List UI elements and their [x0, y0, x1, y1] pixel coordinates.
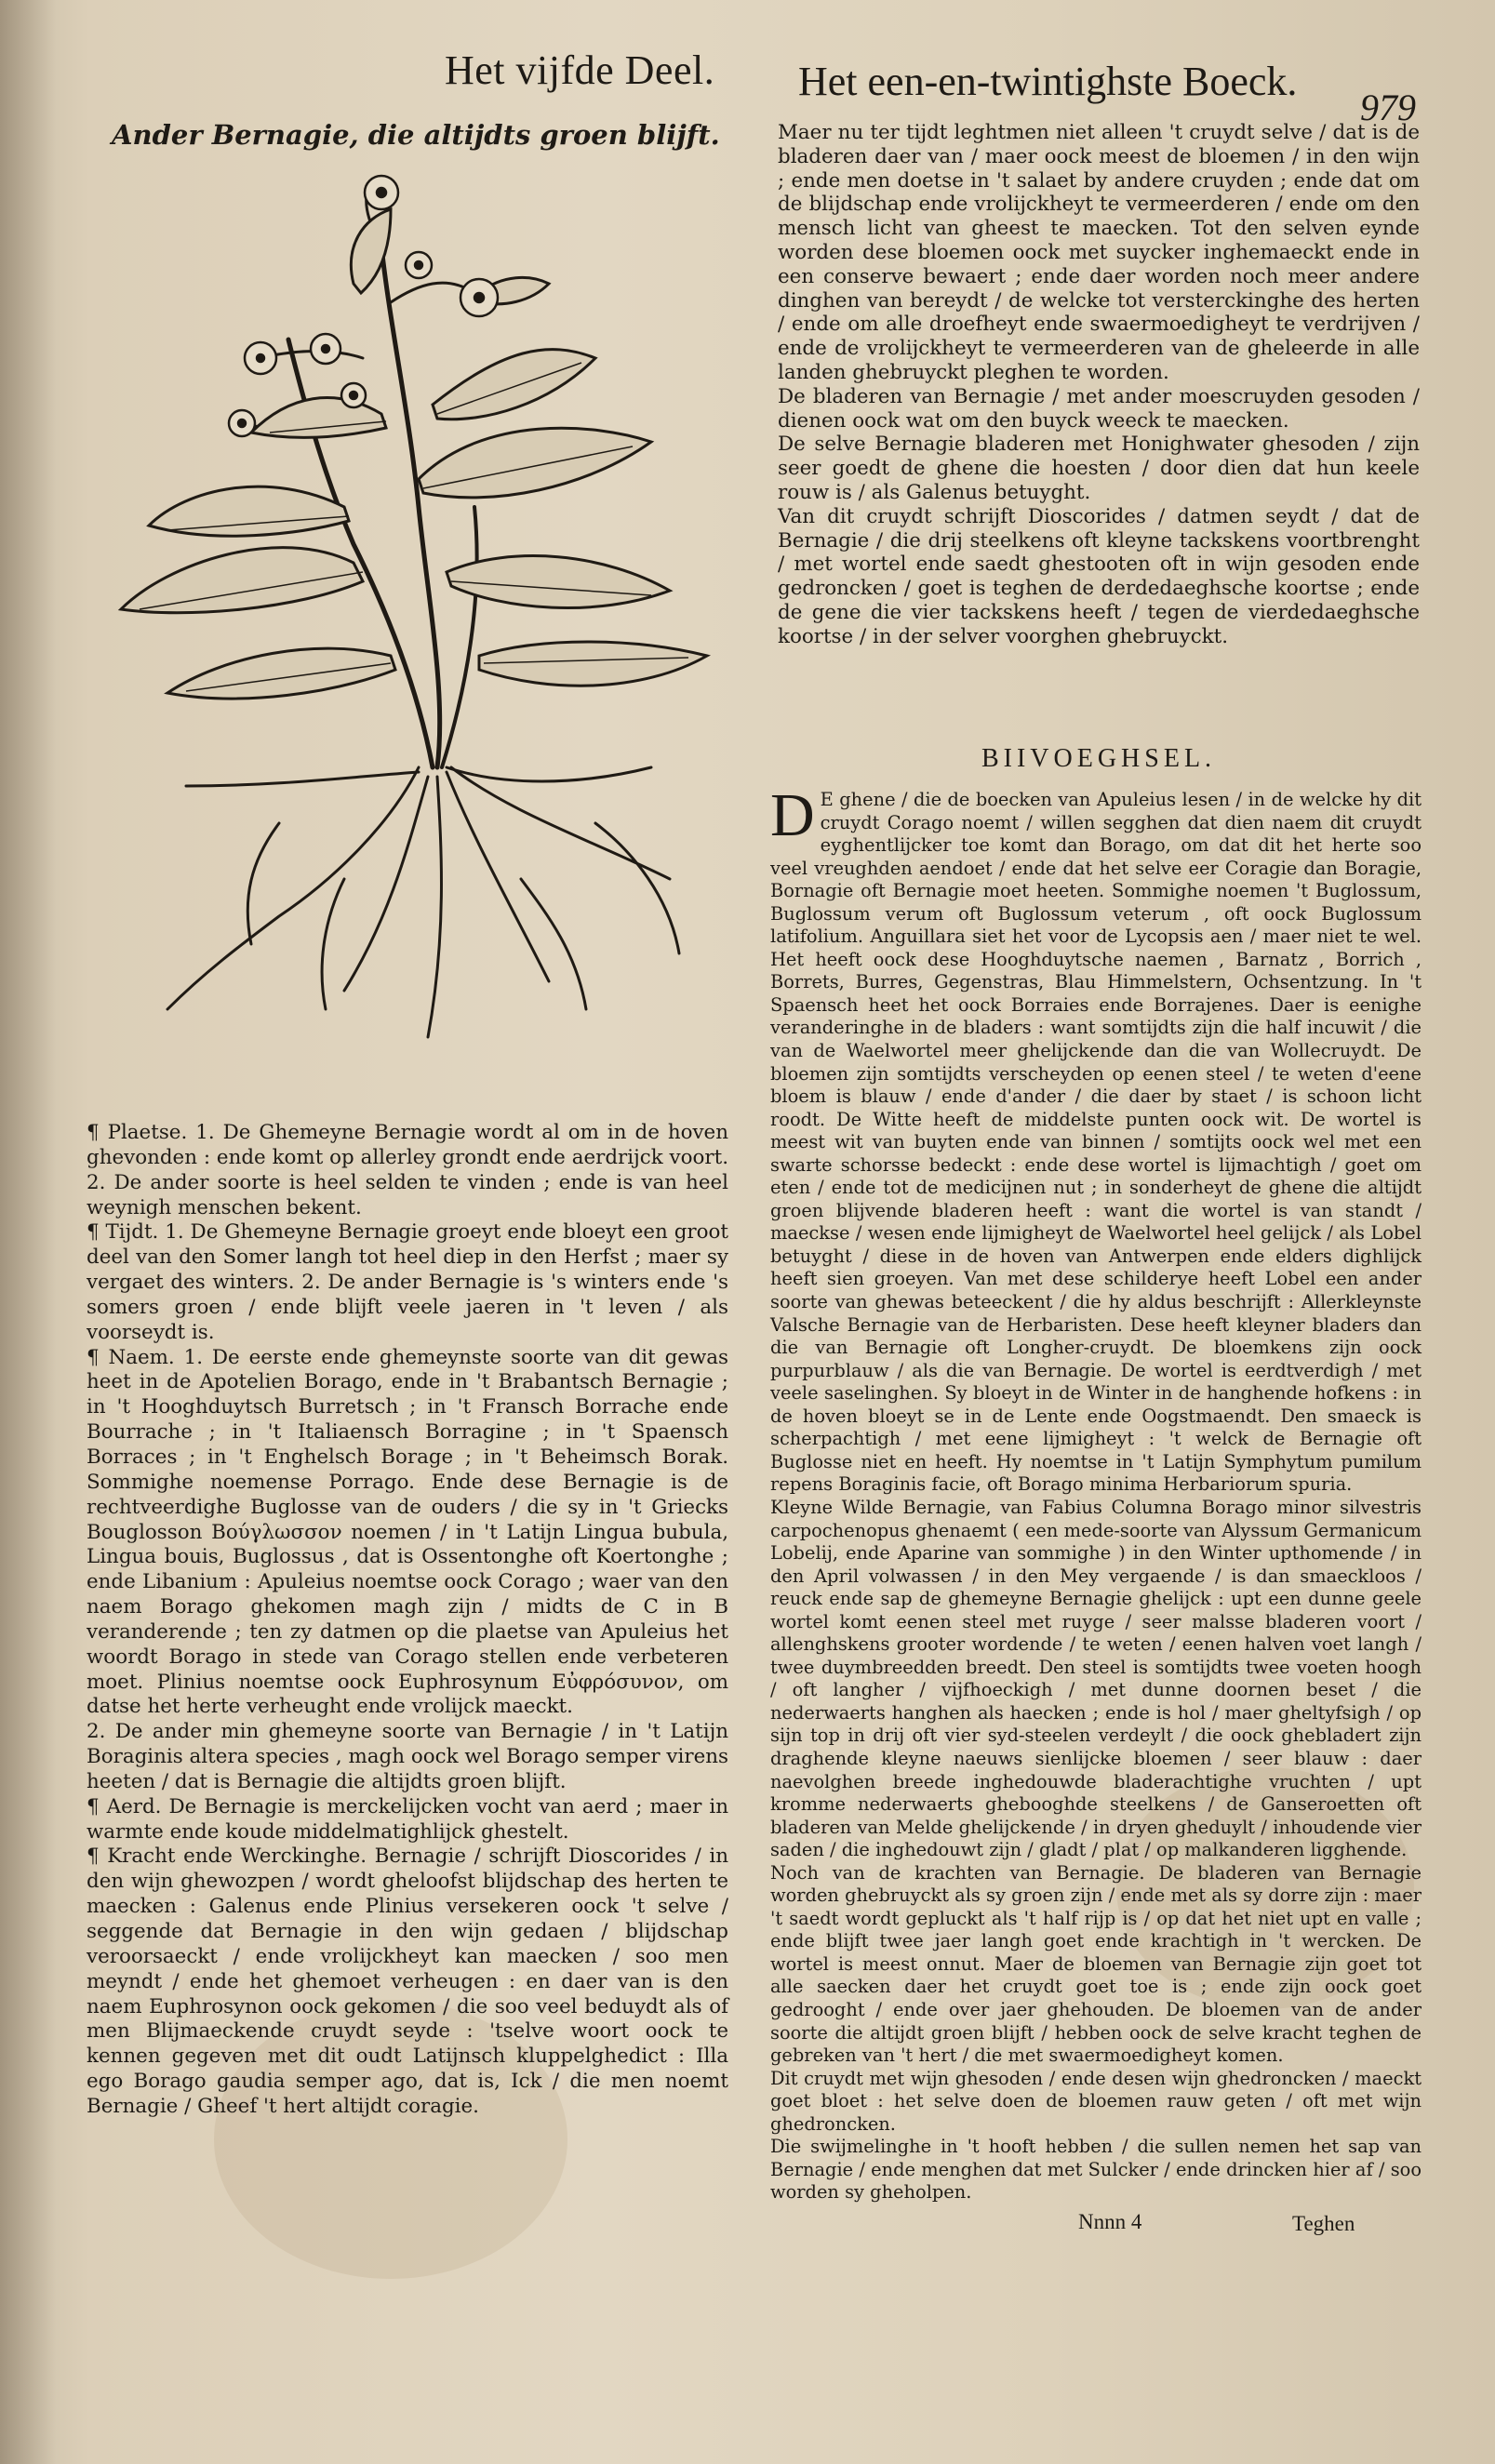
paragraph: De selve Bernagie bladeren met Honighwater ghesoden / zijn seer goedt de ghene die hoesten / door dien dat hun keele rouw is / als Galenus betuyght.	[778, 433, 1420, 504]
paragraph-kracht: ¶ Kracht ende Werckinghe. Bernagie / schrijft Dioscorides / in den wijn ghewozpen / wordt gheloofst blijdschap des herten te maecken : Galenus ende Plinius versekeren oock 't selve / seggende dat Bernagie in den wijn gedaen / blijdschap veroorsaeckt / ende vrolijckheyt kan maecken / soo men meyndt / ende het ghemoet verheugen : en daer van is den naem Euphrosynon oock gekomen / die soo veel beduydt als of men Blijmaeckende cruydt seyde : 'tselve woort oock te kennen gegeven met dit oudt Latijnsch kluppelghedict : Illa ego Borago gaudia semper ago, dat is, Ick / die men noemt Bernagie / Gheef 't hert altijdt coragie.	[87, 1845, 728, 2118]
section-heading-biivoeghsel: BIIVOEGHSEL.	[981, 744, 1217, 773]
paragraph-text: E ghene / die de boecken van Apuleius lesen / in de welcke hy dit cruydt Corago noemt / willen segghen dat dien naem dit cruydt eyghentlijcker toe komt dan Borago, om dat dit het herte soo veel vreughden aendoet / ende dat het selve eer Coragie dan Boragie, Bornagie oft Bernagie moet heeten. Sommighe noemen 't Buglossum, Buglossum verum oft Buglossum veterum , oft oock Buglossum latifolium. Anguillara siet het voor de Lycopsis aen / maer niet te wel. Het heeft oock dese Hooghduytsche naemen , Barnatz , Borrich , Borrets, Burres, Gegenstras, Blau Himmelstern, Ochsentzung. In 't Spaensch heet het oock Borraies ende Borrajenes. Daer is eenighe veranderinghe in de bladers : want somtijdts zijn die half incuwit / die van de Waelwortel meer ghelijckende dan die van Wollecruydt. De bloemen zijn somtijdts verscheyden op eenen steel / te weten d'eene bloem is blauw / ende d'ander / die daer by staet / is schoon licht roodt. De Witte heeft de middelste punten oock wit. De wortel is meest wit van buyten ende van binnen / somtijts oock wel met een swarte schorsse bedeckt : ende dese wortel is lijmachtigh / goet om eten / ende tot de medicijnen nut ; in sonderheyt de ghene die altijdt groen blijvende bladeren heeft : want die wortel is van standt / maeckse / wesen ende lijmigheyt de Waelwortel heel gelijck / als Lobel betuyght / diese in de hoven van Antwerpen ende elders dighlijck heeft sien groeyen. Van met dese schilderye heeft Lobel een ander soorte van ghewas beteeckent / die hy aldus beschrijft : Allerkleynste Valsche Bernagie van de Herbaristen. Dese heeft kleyner bladers dan die van Bernagie oft Longher-cruydt. De bloemkens zijn oock purpurblauw / als die van Bernagie. De wortel is eerdtverdigh / met veele saselinghen. Sy bloeyt in de Winter in de hanghende hofkens : in de hoven bloeyt se in de Lente ende Oogstmaendt. Den smaeck is scherpachtigh / met eene lijmigheyt : 't welck de Bernagie oft Buglosse niet en heeft. Hy noemtse in 't Latijn Symphytum pumilum repens Boraginis facie, oft Borago minima Herbariorum spuria.	[770, 789, 1422, 1496]
catchword: Teghen	[1292, 2212, 1355, 2235]
drop-cap: D	[770, 781, 815, 849]
paragraph: Die swijmelinghe in 't hooft hebben / die sullen nemen het sap van Bernagie / ende menghen dat met Sulcker / ende drincken hier af / soo worden sy gheholpen.	[770, 2136, 1422, 2204]
paragraph: Maer nu ter tijdt leghtmen niet alleen 't cruydt selve / dat is de bladeren daer van / maer oock meest de bloemen / in den wijn ; ende men doetse in 't salaet by andere cruyden ; ende dat om de blijdschap ende vrolijckheyt te vermeerderen / ende om den mensch licht van gheest te maecken. Tot den selven eynde worden dese bloemen oock met suycker inghemaeckt ende in een conserve bewaert ; ende daer worden noch meer andere dinghen van bereydt / de welcke tot versterckinghe des herten / ende om alle droefheyt ende swaermoedigheyt te verdrijven / ende de vrolijckheyt te vermeerderen van de gheleerde in alle landen ghebruyckt pleghen te worden.	[778, 121, 1420, 384]
borage-woodcut-illustration	[112, 172, 763, 1102]
signature-mark: Nnnn 4	[1078, 2210, 1142, 2233]
paragraph: De bladeren van Bernagie / met ander moescruyden gesoden / dienen oock wat om den buyck weeck te maecken.	[778, 384, 1420, 433]
paragraph-naem-2: 2. De ander min ghemeyne soorte van Bernagie / in 't Latijn Boraginis altera species , magh oock wel Borago semper virens heeten / dat is Bernagie die altijdts groen blijft.	[87, 1720, 728, 1793]
plant-title: Ander Bernagie, die altijdts groen blijft.	[112, 119, 720, 151]
paragraph: Kleyne Wilde Bernagie, van Fabius Columna Borago minor silvestris carpochenopus ghenaemt ( een mede-soorte van Alyssum Germanicum Lobelij, ende Aparine van sommighe ) in den Winter upthomende / in den April volwassen / in den Mey vergaende / is dan smaeckloos / reuck ende sap de ghemeyne Bernagie ghelijck : upt een dunne geele wortel komt eenen steel met ruyge / seer malsse bladeren voort / allenghskens grooter wordende / te weten / eenen halven voet langh / twee duymbreedden breedt. Den steel is somtijdts twee voeten hoogh / oft langher / vijfhoeckigh / met dunne doornen beset / die nederwaerts hanghen als haecken ; ende is hol / maer gheltyfsigh / op sijn top in drij oft vier syd-steelen verdeylt / die oock ghebladert zijn draghende kleyne naeuws sienlijcke bloemen / seer blauw : daer naevolghen breede inghedouwde bladerachtighe vruchten / upt kromme nederwaerts ghebooghde steelkens / de Ganseroetten oft bladeren van Melde ghelijckende / in dryen gheduylt / inhoudende vier saden / die inghedouwt zijn / gladt / plat / op malkanderen ligghende.	[770, 1496, 1422, 1861]
paragraph: Van dit cruydt schrijft Dioscorides / datmen seydt / dat de Bernagie / die drij steelkens oft kleyne tackskens voortbrenght / met wortel ende saedt ghestooten oft in wijn gesoden ende gedroncken / goet is teghen de derdedaeghsche koortse ; ende de gene die vier tackskens heeft / tegen de vierdedaeghsche koortse / in der selver voorghen ghebruyckt.	[778, 504, 1420, 648]
running-head-part: Het vijfde Deel.	[445, 47, 715, 93]
biivoeghsel-text	[770, 781, 1422, 2204]
left-column-text	[87, 1121, 728, 2120]
right-column-top-text	[778, 121, 1420, 649]
paragraph-tijdt: ¶ Tijdt. 1. De Ghemeyne Bernagie groeyt ende bloeyt een groot deel van den Somer langh tot heel diep in den Herfst ; maer sy vergaet des winters. 2. De ander Bernagie is 's winters ende 's somers groen / ende blijft veele jaeren in 't leven / als voorseydt is.	[87, 1220, 728, 1344]
paragraph-naem: ¶ Naem. 1. De eerste ende ghemeynste soorte van dit gewas heet in de Apotelien Borago, ende in 't Brabantsch Bernagie ; in 't Hooghduytsch Burretsch ; in 't Fransch Borrache ende Bourrache ; in 't Italiaensch Borragine ; in 't Spaensch Borraces ; in 't Enghelsch Borage ; in 't Beheimsch Borak. Sommighe noemense Porrago. Ende dese Bernagie is de rechtveerdighe Buglosse van de ouders / die sy in 't Griecks Bouglosson Βούγλωσσον noemen / in 't Latijn Lingua bubula, Lingua bouis, Buglossus , dat is Ossentonghe oft Koertonghe ; ende Libanium : Apuleius noemtse oock Corago ; waer van den naem Borago ghekomen magh zijn / midts de C in B veranderende ; ten zy datmen op die plaetse van Apuleius het woordt Borago in stede van Corago stellen ende verbeteren moet. Plinius noemtse oock Euphrosynum Εὐφρόσυνον, om datse het herte verheught ende vrolijck maeckt.	[87, 1345, 728, 1719]
paragraph: Dit cruydt met wijn ghesoden / ende desen wijn ghedroncken / maeckt goet bloet : het selve doen de bloemen rauw geten / oft met wijn ghedroncken.	[770, 2067, 1422, 2135]
paragraph	[770, 781, 1422, 1497]
paragraph: Noch van de krachten van Bernagie. De bladeren van Bernagie worden ghebruyckt als sy groen zijn / ende met als sy dorre zijn : maer 't saedt wordt gepluckt als 't half rijp is / op dat het niet upt en valle ; ende blijft twee jaer langh goet ende krachtigh in 't wercken. De wortel is meest onnut. Maer de bloemen van Bernagie zijn goet tot alle saecken daer het cruydt goet toe is ; ende zijn oock goet gedrooght / ende over jaer ghehouden. De bloemen van de ander soorte die altijdt groen blijft / hebben oock de selve kracht teghen de gebreken van 't hert / die met swaermoedigheyt komen.	[770, 1861, 1422, 2067]
paragraph-aerd: ¶ Aerd. De Bernagie is merckelijcken vocht van aerd ; maer in warmte ende koude middelmatighlijck ghestelt.	[87, 1794, 728, 1844]
running-head-book: Het een-en-twintighste Boeck.	[798, 59, 1298, 104]
gutter-shadow	[0, 0, 56, 2464]
page-number: 979	[1360, 87, 1416, 128]
paragraph-plaetse: ¶ Plaetse. 1. De Ghemeyne Bernagie wordt al om in de hoven ghevonden : ende komt op allerley grondt ende aerdrijck voort. 2. De ander soorte is heel selden te vinden ; ende is van heel weynigh menschen bekent.	[87, 1121, 728, 1219]
